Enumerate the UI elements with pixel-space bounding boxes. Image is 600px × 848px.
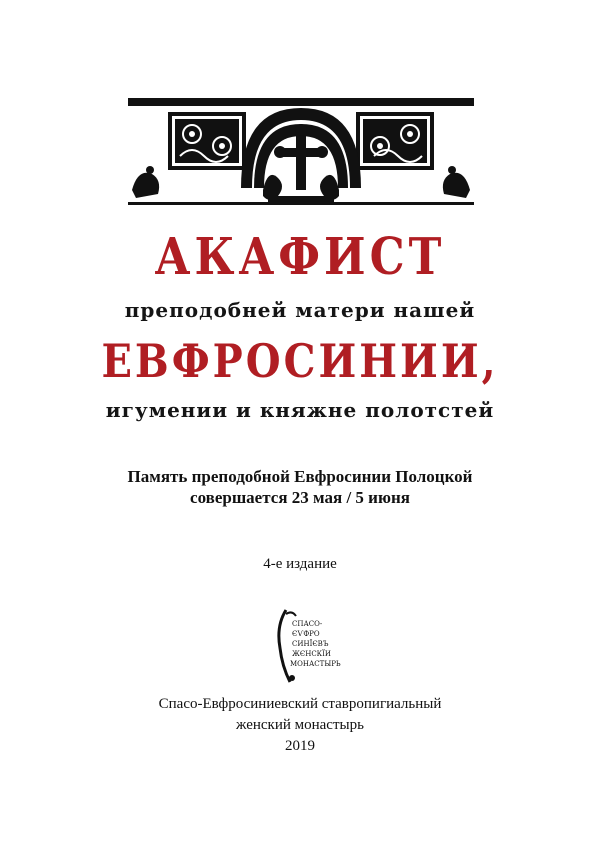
svg-text:СПАСО-: СПАСО- <box>292 620 323 628</box>
edition-label: 4-е издание <box>263 556 337 572</box>
svg-text:МОНАСТЫРЬ: МОНАСТЫРЬ <box>290 660 341 668</box>
memory-line-1: Память преподобной Евфросинии Полоцкой <box>127 467 473 486</box>
svg-text:ЖЄНСКЇИ: ЖЄНСКЇИ <box>292 650 331 658</box>
title-subtitle-2: игумении и княжне полотстей <box>105 398 495 422</box>
svg-text:СИНЇЄВЪ: СИНЇЄВЪ <box>292 640 329 648</box>
monastery-logo-icon <box>272 604 341 688</box>
title-akathist: АКАФИСТ <box>154 228 446 287</box>
title-subtitle-1: преподобней матери нашей <box>124 298 476 322</box>
publisher-line-2: женский монастырь <box>236 717 364 733</box>
memory-line-2: совершается 23 мая / 5 июня <box>190 488 410 507</box>
publication-year: 2019 <box>285 738 315 754</box>
title-saint-name: ЕВФРОСИНИИ, <box>101 334 499 389</box>
headpiece-ornament <box>128 98 474 214</box>
publisher-line-1: Спасо-Евфросиниевский ставропигиальный <box>158 696 442 712</box>
svg-text:ЄѴФРО: ЄѴФРО <box>292 630 320 638</box>
